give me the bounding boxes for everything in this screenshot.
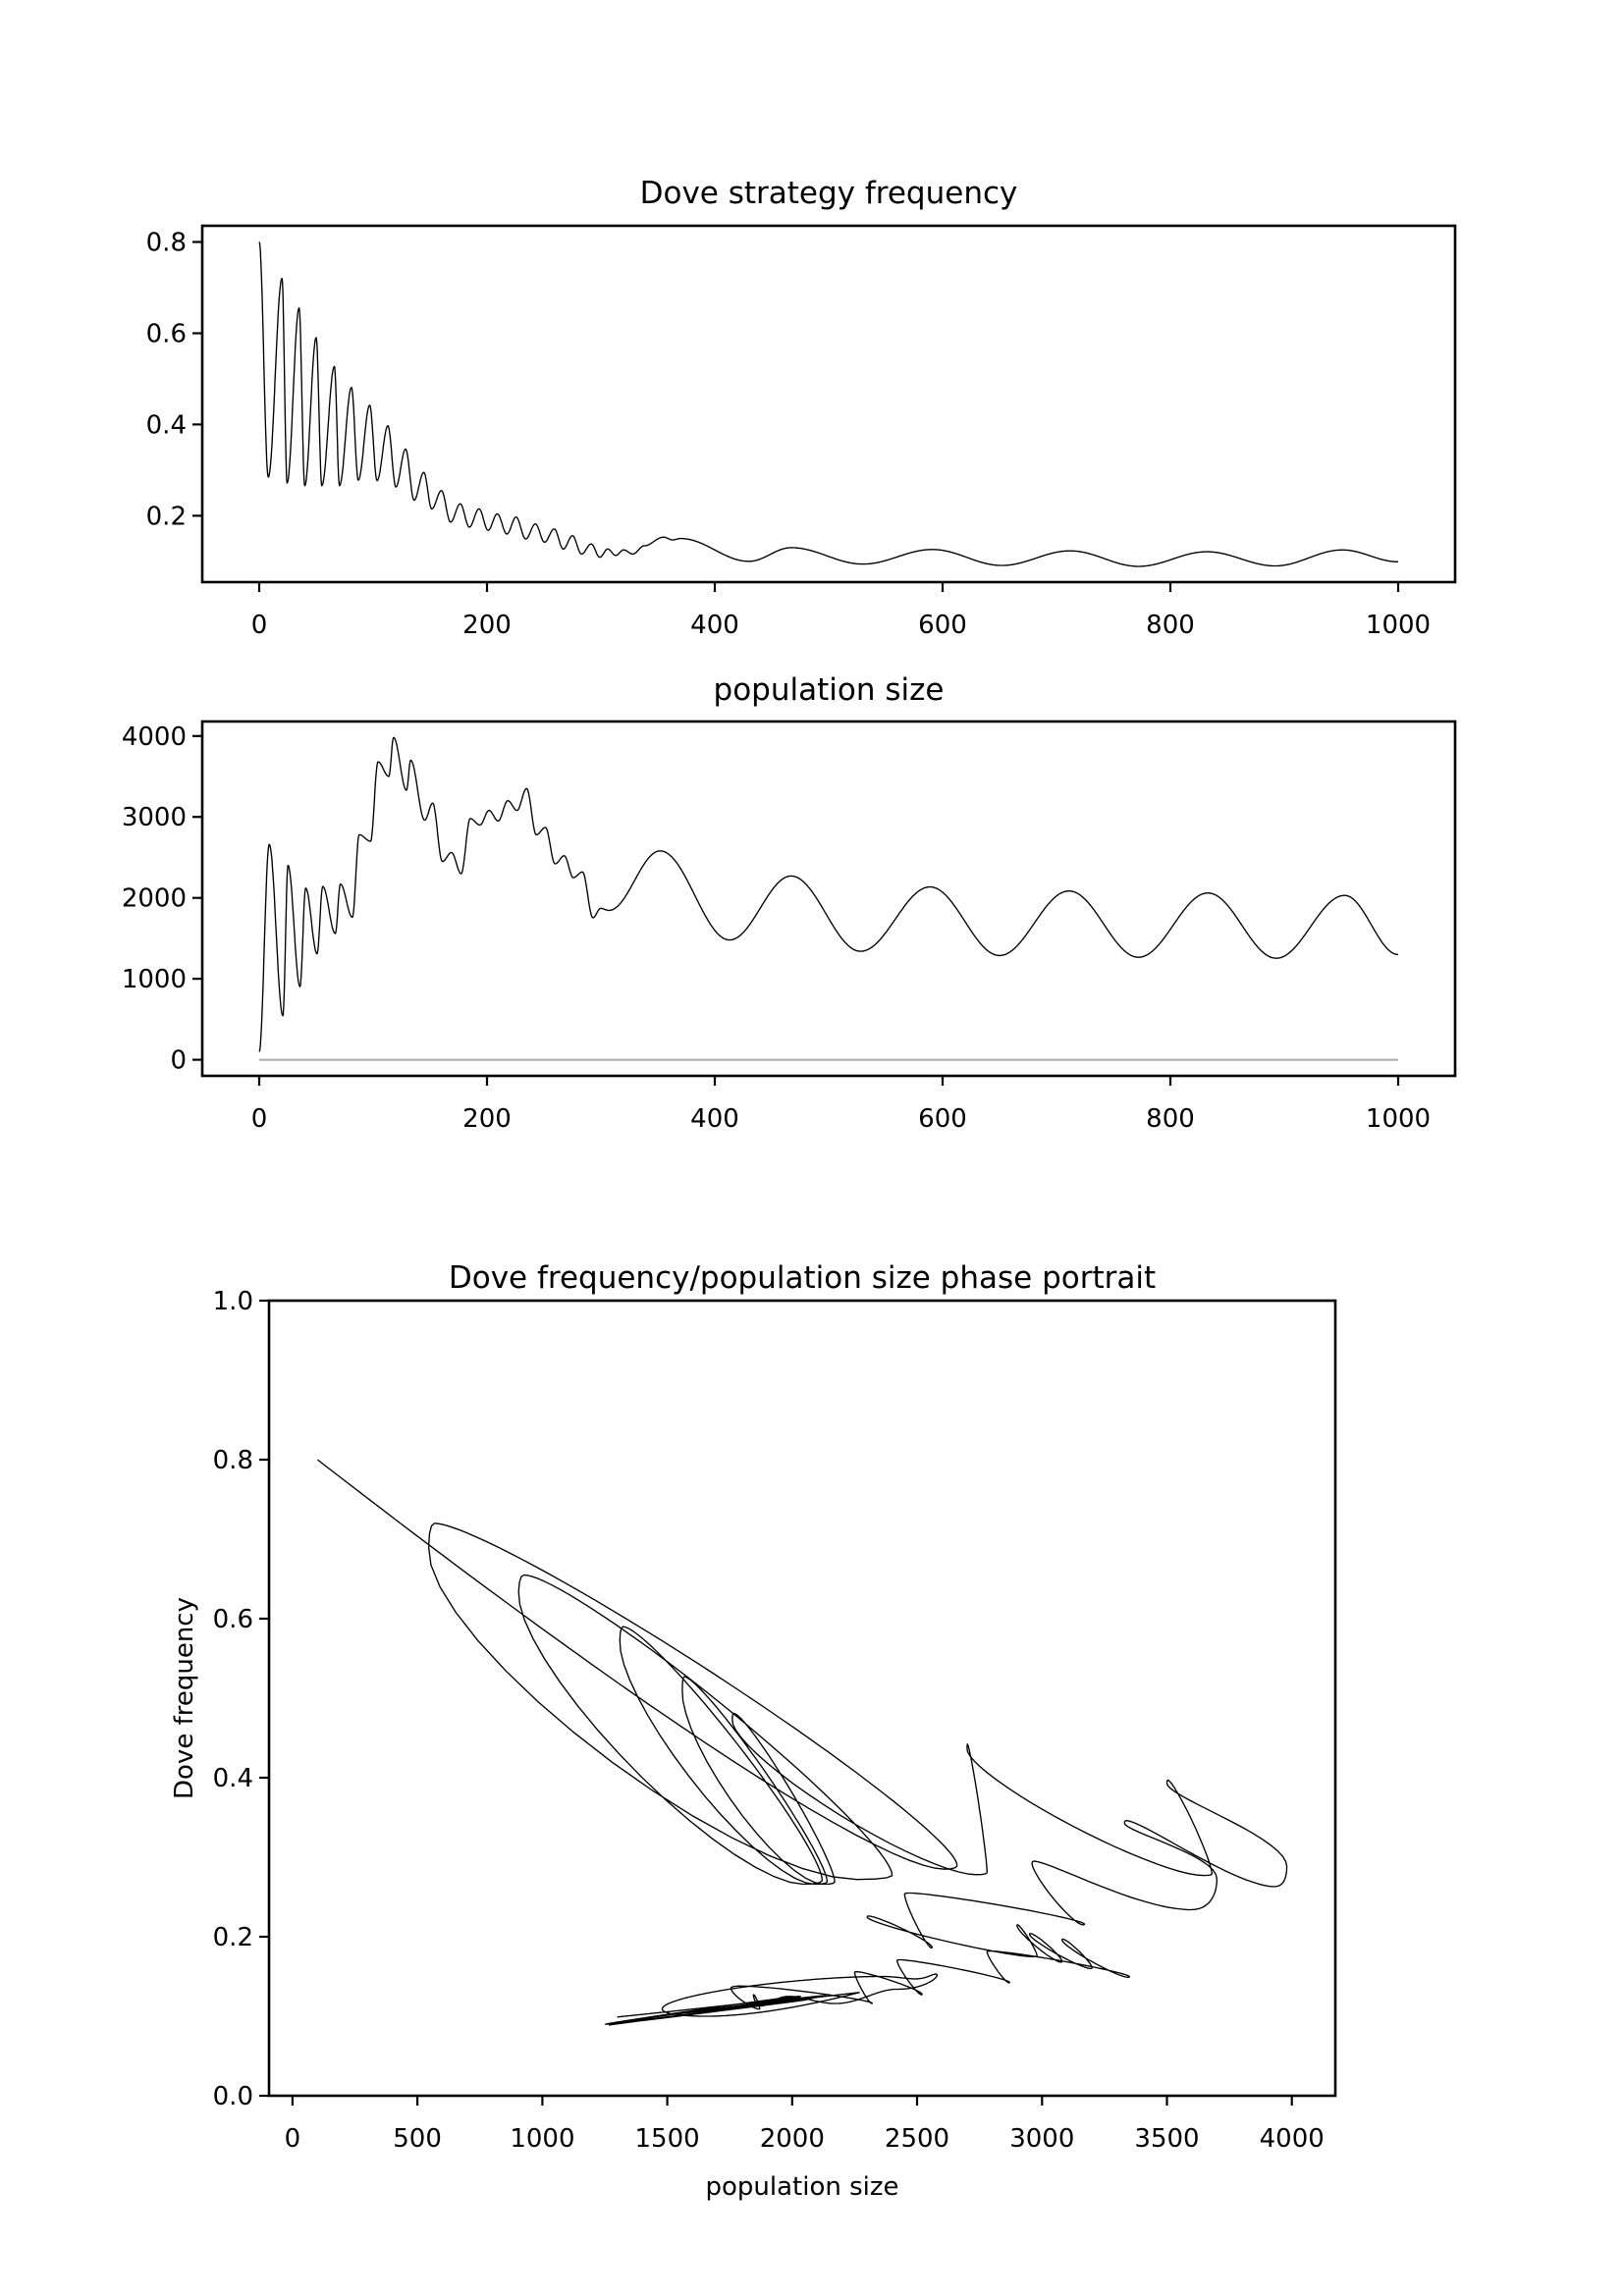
y-tick-label: 4000 — [121, 721, 187, 752]
y-tick-label: 0.8 — [212, 1446, 253, 1475]
x-tick-label: 3500 — [1134, 2124, 1200, 2154]
x-tick-label: 1500 — [634, 2124, 700, 2154]
x-tick-label: 4000 — [1259, 2124, 1325, 2154]
x-tick-label: 600 — [918, 611, 967, 640]
x-tick-label: 1000 — [1365, 1104, 1432, 1134]
y-tick-label: 2000 — [121, 883, 187, 914]
x-tick-label: 3000 — [1009, 2124, 1075, 2154]
chart3-title: Dove frequency/population size phase portrait — [448, 1260, 1157, 1296]
x-tick-label: 600 — [918, 1104, 967, 1134]
x-tick-label: 2500 — [884, 2124, 950, 2154]
plot-frame-1 — [202, 226, 1455, 582]
y-tick-label: 0.2 — [145, 502, 187, 532]
x-tick-label: 800 — [1146, 611, 1195, 640]
y-tick-label: 0.4 — [145, 410, 187, 441]
y-tick-label: 0.0 — [212, 2082, 253, 2111]
x-tick-label: 400 — [690, 611, 739, 640]
x-tick-label: 500 — [393, 2124, 442, 2154]
chart3-ylabel: Dove frequency — [170, 1597, 199, 1799]
plot-frame-2 — [202, 721, 1455, 1076]
y-tick-label: 1000 — [121, 965, 187, 995]
chart1-title: Dove strategy frequency — [639, 176, 1018, 211]
chart3-xlabel: population size — [705, 2172, 899, 2202]
y-tick-label: 0.6 — [145, 319, 187, 349]
y-tick-label: 3000 — [121, 803, 187, 833]
x-tick-label: 1000 — [1365, 611, 1432, 640]
x-tick-label: 200 — [462, 611, 512, 640]
y-tick-label: 0.8 — [145, 228, 187, 258]
y-tick-label: 1.0 — [212, 1287, 253, 1316]
x-tick-label: 0 — [250, 611, 268, 640]
x-tick-label: 800 — [1146, 1104, 1195, 1134]
x-tick-label: 200 — [462, 1104, 512, 1134]
dove-frequency-line — [259, 242, 1398, 567]
x-tick-label: 400 — [690, 1104, 739, 1134]
x-tick-label: 1000 — [510, 2124, 575, 2154]
chart2-title: population size — [713, 672, 945, 708]
phase-portrait-line — [317, 1460, 1286, 2025]
x-tick-label: 0 — [284, 2124, 301, 2154]
x-tick-label: 0 — [250, 1104, 268, 1134]
y-tick-label: 0 — [170, 1045, 187, 1076]
x-tick-label: 2000 — [759, 2124, 825, 2154]
y-tick-label: 0.6 — [212, 1605, 253, 1634]
y-tick-label: 0.2 — [212, 1923, 253, 1952]
plot-frame-3 — [269, 1301, 1335, 2096]
population-line — [259, 737, 1398, 1051]
y-tick-label: 0.4 — [212, 1764, 253, 1793]
